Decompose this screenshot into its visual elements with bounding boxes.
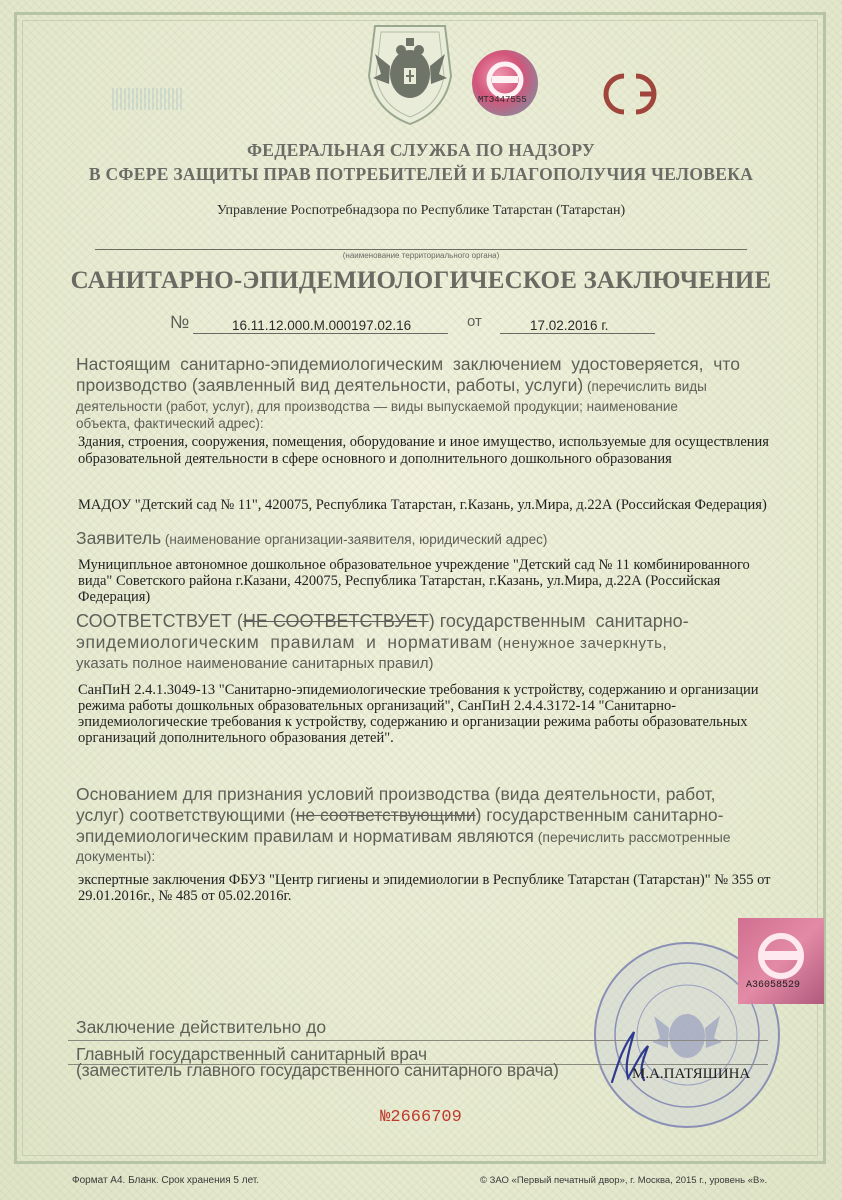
object-address: МАДОУ "Детский сад № 11", 420075, Республика Татарстан, г.Казань, ул.Мира, д.22А (Российская Федерация) bbox=[78, 497, 767, 513]
blank-serial-number: №2666709 bbox=[380, 1108, 462, 1127]
applicant-value-2: вида" Советского района г.Казани, 420075, Республика Татарстан, г.Казань, ул.Мира, д.22А (Российская bbox=[78, 573, 721, 589]
agency-heading-line2: В СФЕРЕ ЗАЩИТЫ ПРАВ ПОТРЕБИТЕЛЕЙ И БЛАГОПОЛУЧИЯ ЧЕЛОВЕКА bbox=[88, 164, 754, 184]
conformity-word: СООТВЕТСТВУЕТ bbox=[76, 611, 232, 631]
territorial-body-caption: (наименование территориального органа) bbox=[342, 251, 500, 260]
rules-line-4: организаций дополнительного образования детей". bbox=[78, 730, 394, 746]
date-from-label: от bbox=[467, 313, 482, 330]
applicant-label: Заявитель bbox=[76, 528, 162, 548]
basis-line-2-struck: не соответствующими bbox=[295, 805, 476, 825]
certifies-intro-2a: производство (заявленный вид деятельности, работы, услуги) bbox=[76, 375, 584, 395]
basis-line-2 bbox=[76, 805, 723, 826]
footer-left: Формат А4. Бланк. Срок хранения 5 лет. bbox=[72, 1175, 260, 1186]
basis-line-1: Основанием для признания условий производства (вида деятельности, работ, bbox=[76, 784, 716, 804]
number-underline bbox=[193, 333, 448, 334]
valid-until-label: Заключение действительно до bbox=[76, 1017, 327, 1037]
applicant-value-3: Федерация) bbox=[78, 589, 151, 605]
basis-line-2a: услуг) соответствующими ( bbox=[76, 805, 296, 825]
applicant-value-1: Муниципльное автономное дошкольное образовательное учреждение "Детский сад № 11 комбинированного bbox=[78, 557, 750, 573]
applicant-hint: (наименование организации-заявителя, юридический адрес) bbox=[161, 532, 548, 547]
applicant-label-row bbox=[76, 528, 547, 550]
hologram-bottom-icon bbox=[738, 918, 824, 1004]
chief-doctor-label: Главный государственный санитарный врач bbox=[76, 1044, 427, 1064]
certifies-intro-1: Настоящим санитарно-эпидемиологическим заключением удостоверяется, что bbox=[76, 354, 740, 374]
territorial-body: Управление Роспотребнадзора по Республике Татарстан (Татарстан) bbox=[216, 203, 626, 218]
basis-value-2: 29.01.2016г., № 485 от 05.02.2016г. bbox=[78, 888, 292, 904]
basis-value-1: экспертные заключения ФБУЗ "Центр гигиены и эпидемиологии в Республике Татарстан (Татарстан)" № 355 от bbox=[78, 872, 771, 888]
certificate-date: 17.02.2016 г. bbox=[530, 318, 609, 333]
document-title: САНИТАРНО-ЭПИДЕМИОЛОГИЧЕСКОЕ ЗАКЛЮЧЕНИЕ bbox=[70, 267, 772, 294]
basis-line-3 bbox=[76, 826, 731, 848]
basis-line-3b: (перечислить рассмотренные bbox=[533, 829, 731, 845]
emblem-icon bbox=[355, 16, 465, 128]
footer-right: © ЗАО «Первый печатный двор», г. Москва, 2015 г., уровень «В». bbox=[480, 1175, 768, 1186]
basis-line-2b: ) государственным санитарно- bbox=[475, 805, 724, 825]
conformity-line-2a: эпидемиологическим правилам и нормативам bbox=[76, 632, 493, 652]
signatory-name: М.А.ПАТЯШИНА bbox=[632, 1066, 751, 1082]
conformity-rest-1: государственным санитарно- bbox=[439, 611, 689, 631]
hologram-icon bbox=[470, 48, 540, 118]
rules-line-2: режима работы дошкольных образовательных организаций", СанПиН 2.4.4.3172-14 "Санитарно- bbox=[78, 698, 677, 714]
ce-mark-icon bbox=[600, 70, 664, 118]
basis-line-4: документы): bbox=[76, 848, 156, 864]
certifies-intro-4: объекта, фактический адрес): bbox=[76, 416, 264, 431]
watermark-pattern bbox=[112, 88, 182, 110]
hologram-code-bottom: А36058529 bbox=[746, 980, 801, 991]
conformity-line-3: указать полное наименование санитарных правил) bbox=[76, 655, 434, 672]
object-description-1: Здания, строения, сооружения, помещения, оборудование и иное имущество, используемые для осуществления bbox=[78, 434, 769, 450]
rules-line-3: эпидемиологические требования к устройству, содержанию и организации режима работы образовательных bbox=[78, 714, 748, 730]
conformity-line-2b: (ненужное зачеркнуть, bbox=[492, 635, 668, 652]
object-description-2: образовательной деятельности в сфере основного и дополнительного дошкольного образования bbox=[78, 451, 672, 467]
hologram-code-top: МТЭ447555 bbox=[478, 95, 527, 105]
rules-line-1: СанПиН 2.4.1.3049-13 "Санитарно-эпидемиологические требования к устройству, содержанию и организации bbox=[78, 682, 759, 698]
certifies-intro-2b: (перечислить виды bbox=[583, 379, 707, 394]
conformity-line-1: СООТВЕТСТВУЕТ (НЕ СООТВЕТСТВУЕТ) государственным санитарно- bbox=[76, 611, 689, 631]
number-sign: № bbox=[170, 312, 190, 332]
certifies-intro-3: деятельности (работ, услуг), для производства — виды выпускаемой продукции; наименование bbox=[76, 399, 678, 414]
deputy-label: (заместитель главного государственного санитарного врача) bbox=[76, 1060, 559, 1080]
conformity-struck: НЕ СООТВЕТСТВУЕТ bbox=[242, 611, 429, 631]
territorial-body-underline bbox=[95, 249, 747, 250]
certificate-number: 16.11.12.000.М.000197.02.16 bbox=[232, 318, 412, 333]
basis-line-3a: эпидемиологическим правилам и нормативам являются bbox=[76, 826, 534, 846]
date-underline bbox=[500, 333, 655, 334]
conformity-line-2 bbox=[76, 632, 667, 654]
certifies-intro-2 bbox=[76, 375, 707, 397]
agency-heading-line1: ФЕДЕРАЛЬНАЯ СЛУЖБА ПО НАДЗОРУ bbox=[246, 140, 596, 160]
